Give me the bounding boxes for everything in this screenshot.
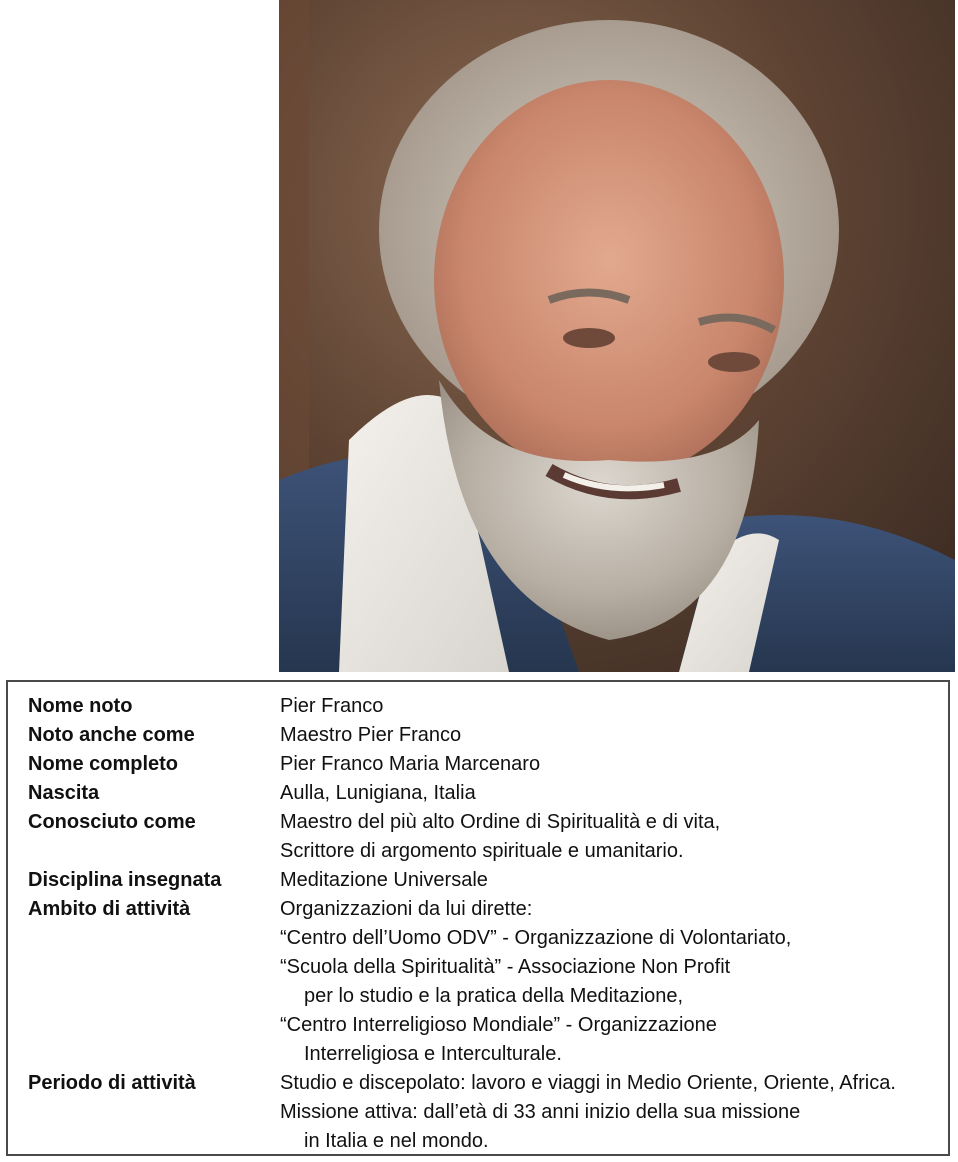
periodo-line: Studio e discepolato: lavoro e viaggi in Medio Oriente, Oriente, Africa.: [280, 1072, 896, 1094]
label-periodo: Periodo di attività: [28, 1072, 196, 1094]
conosciuto-line: Scrittore di argomento spirituale e umanitario.: [280, 840, 684, 862]
value-periodo: [280, 1069, 896, 1156]
info-box: [6, 680, 950, 1156]
ambito-line: “Centro Interreligioso Mondiale” - Organizzazione: [280, 1014, 717, 1036]
conosciuto-line: Maestro del più alto Ordine di Spiritualità e di vita,: [280, 811, 721, 833]
value-disciplina: Meditazione Universale: [280, 869, 488, 891]
portrait-photo: [279, 0, 955, 672]
ambito-line: Organizzazioni da lui dirette:: [280, 898, 533, 920]
value-conosciuto-come: [280, 808, 720, 866]
value-nome-completo: Pier Franco Maria Marcenaro: [280, 753, 541, 775]
value-noto-anche-come: Maestro Pier Franco: [280, 724, 462, 746]
value-ambito: [280, 895, 791, 1069]
label-noto-anche-come: Noto anche come: [28, 724, 195, 746]
portrait-illustration: [279, 0, 955, 672]
ambito-line: “Scuola della Spiritualità” - Associazione Non Profit: [280, 956, 731, 978]
value-nome-noto: Pier Franco: [280, 695, 384, 717]
label-disciplina: Disciplina insegnata: [28, 869, 222, 891]
label-ambito: Ambito di attività: [28, 898, 191, 920]
periodo-line: Missione attiva: dall’età di 33 anni inizio della sua missione: [280, 1101, 801, 1123]
ambito-line: per lo studio e la pratica della Meditazione,: [304, 985, 684, 1007]
label-nascita: Nascita: [28, 782, 100, 804]
value-nascita: Aulla, Lunigiana, Italia: [280, 782, 476, 804]
ambito-line: “Centro dell’Uomo ODV” - Organizzazione di Volontariato,: [280, 927, 792, 949]
label-nome-completo: Nome completo: [28, 753, 179, 775]
label-conosciuto-come: Conosciuto come: [28, 811, 196, 833]
label-nome-noto: Nome noto: [28, 695, 133, 717]
periodo-line: in Italia e nel mondo.: [304, 1130, 489, 1152]
ambito-line: Interreligiosa e Interculturale.: [304, 1043, 562, 1065]
